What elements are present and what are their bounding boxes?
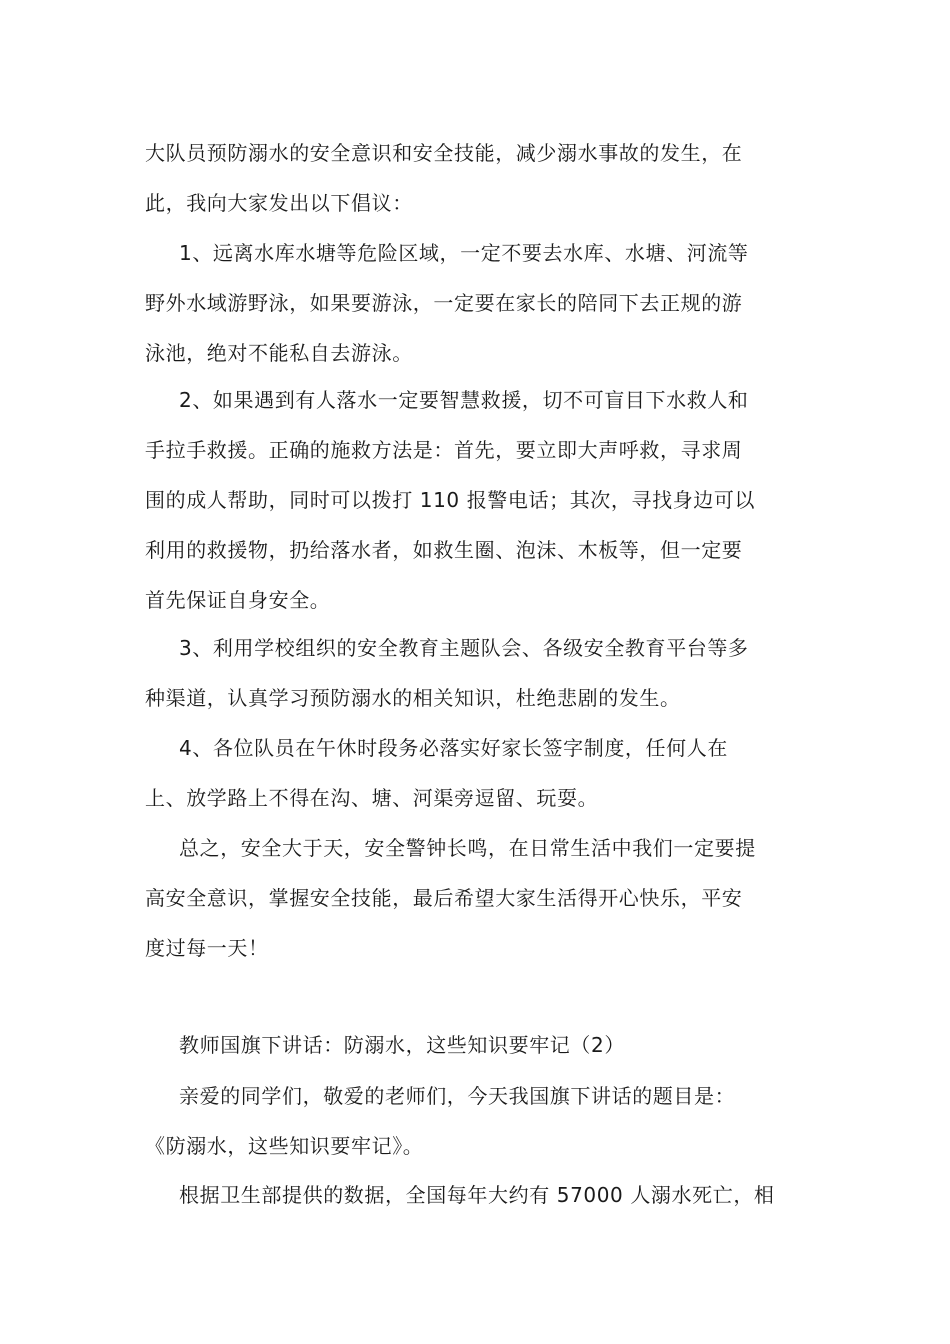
- text-line: 4、各位队员在午休时段务必落实好家长签字制度，任何人在: [179, 736, 728, 760]
- text-line: 此，我向大家发出以下倡议：: [145, 191, 413, 215]
- section-heading: [145, 1020, 815, 1070]
- text-line: 泳池，绝对不能私自去游泳。: [145, 341, 413, 365]
- paragraph-greeting: [145, 1071, 815, 1171]
- text-line: 根据卫生部提供的数据，全国每年大约有 57000 人溺水死亡，相: [179, 1183, 775, 1207]
- text-line: 大队员预防溺水的安全意识和安全技能，减少溺水事故的发生，在: [145, 141, 743, 165]
- paragraph-item-4: [145, 723, 815, 823]
- text-line: 首先保证自身安全。: [145, 588, 331, 612]
- paragraph-item-2: [145, 375, 815, 625]
- paragraph-conclusion: [145, 823, 815, 973]
- text-line: 手拉手救援。正确的施救方法是：首先，要立即大声呼救，寻求周: [145, 438, 743, 462]
- paragraph-intro: [145, 128, 815, 228]
- text-line: 2、如果遇到有人落水一定要智慧救援，切不可盲目下水救人和: [179, 388, 749, 412]
- text-line: 《防溺水，这些知识要牢记》。: [145, 1134, 424, 1158]
- text-line: 1、远离水库水塘等危险区域，一定不要去水库、水塘、河流等: [179, 241, 749, 265]
- paragraph-item-3: [145, 623, 815, 723]
- text-line: 教师国旗下讲话：防溺水，这些知识要牢记（2）: [179, 1033, 625, 1057]
- text-line: 围的成人帮助，同时可以拨打 110 报警电话；其次，寻找身边可以: [145, 488, 756, 512]
- text-line: 总之，安全大于天，安全警钟长鸣，在日常生活中我们一定要提: [179, 836, 756, 860]
- text-line: 野外水域游野泳，如果要游泳，一定要在家长的陪同下去正规的游: [145, 291, 743, 315]
- text-line: 亲爱的同学们，敬爱的老师们，今天我国旗下讲话的题目是：: [179, 1084, 736, 1108]
- paragraph-statistics: [145, 1170, 815, 1220]
- text-line: 度过每一天！: [145, 936, 269, 960]
- text-line: 利用的救援物，扔给落水者，如救生圈、泡沫、木板等，但一定要: [145, 538, 743, 562]
- text-line: 种渠道，认真学习预防溺水的相关知识，杜绝悲剧的发生。: [145, 686, 681, 710]
- paragraph-item-1: [145, 228, 815, 378]
- text-line: 高安全意识，掌握安全技能，最后希望大家生活得开心快乐，平安: [145, 886, 743, 910]
- text-line: 上、放学路上不得在沟、塘、河渠旁逗留、玩耍。: [145, 786, 599, 810]
- text-line: 3、利用学校组织的安全教育主题队会、各级安全教育平台等多: [179, 636, 749, 660]
